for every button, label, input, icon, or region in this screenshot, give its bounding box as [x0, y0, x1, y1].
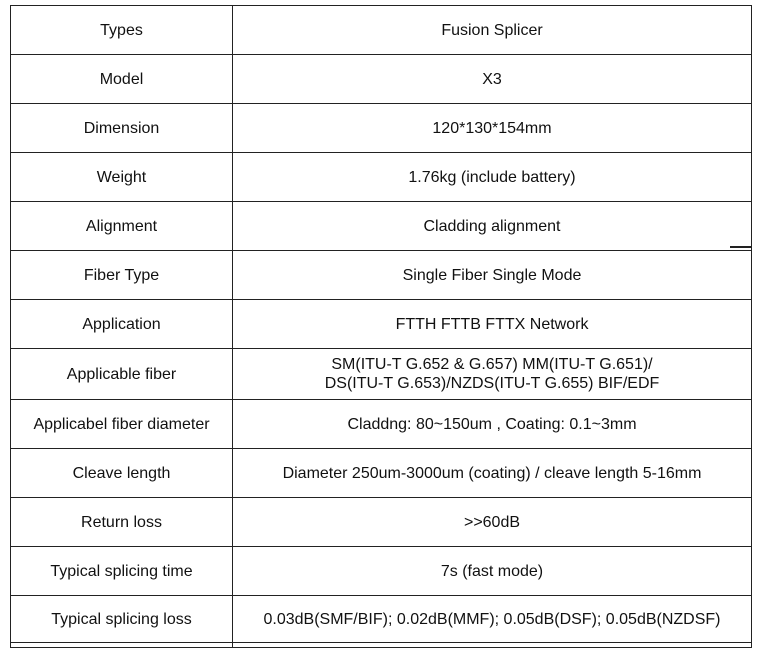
- spec-value: Diameter 250um-3000um (coating) / cleave length 5-16mm: [233, 449, 752, 498]
- spec-empty-cell: [233, 643, 752, 648]
- spec-row-splicing-loss: [11, 596, 752, 643]
- spec-value-line: SM(ITU-T G.652 & G.657) MM(ITU-T G.651)/: [331, 356, 653, 373]
- spec-value: [233, 349, 752, 400]
- spec-value: X3: [233, 55, 752, 104]
- spec-row-dimension: [11, 104, 752, 153]
- spec-row-cleave-length: [11, 449, 752, 498]
- border-artifact: [730, 246, 752, 248]
- spec-value-line: DS(ITU-T G.653)/NZDS(ITU-T G.655) BIF/EDF: [324, 375, 660, 392]
- spec-label: Return loss: [11, 498, 233, 547]
- spec-row-model: [11, 55, 752, 104]
- spec-row-weight: [11, 153, 752, 202]
- spec-row-fiber-diameter: [11, 400, 752, 449]
- spec-empty-cell: [11, 643, 233, 648]
- spec-label: Application: [11, 300, 233, 349]
- spec-row-applicable-fiber: [11, 349, 752, 400]
- spec-row-application: [11, 300, 752, 349]
- spec-label: Fiber Type: [11, 251, 233, 300]
- spec-label: Applicabel fiber diameter: [11, 400, 233, 449]
- spec-label: Typical splicing loss: [11, 596, 233, 643]
- spec-value: Cladding alignment: [233, 202, 752, 251]
- spec-row-splicing-time: [11, 547, 752, 596]
- spec-value: 1.76kg (include battery): [233, 153, 752, 202]
- spec-value: 0.03dB(SMF/BIF); 0.02dB(MMF); 0.05dB(DSF); 0.05dB(NZDSF): [233, 596, 752, 643]
- spec-label: Cleave length: [11, 449, 233, 498]
- spec-value: Single Fiber Single Mode: [233, 251, 752, 300]
- spec-row-cut-off: [11, 643, 752, 648]
- spec-label: Model: [11, 55, 233, 104]
- spec-row-types: [11, 6, 752, 55]
- spec-label: Dimension: [11, 104, 233, 153]
- spec-row-alignment: [11, 202, 752, 251]
- spec-table: [10, 5, 752, 648]
- spec-row-return-loss: [11, 498, 752, 547]
- spec-value: 7s (fast mode): [233, 547, 752, 596]
- spec-row-fiber-type: [11, 251, 752, 300]
- spec-label: Applicable fiber: [11, 349, 233, 400]
- spec-value: FTTH FTTB FTTX Network: [233, 300, 752, 349]
- spec-value: Fusion Splicer: [233, 6, 752, 55]
- spec-value: Claddng: 80~150um , Coating: 0.1~3mm: [233, 400, 752, 449]
- spec-value: 120*130*154mm: [233, 104, 752, 153]
- spec-label: Alignment: [11, 202, 233, 251]
- spec-label: Typical splicing time: [11, 547, 233, 596]
- spec-label: Types: [11, 6, 233, 55]
- spec-label: Weight: [11, 153, 233, 202]
- spec-value: >>60dB: [233, 498, 752, 547]
